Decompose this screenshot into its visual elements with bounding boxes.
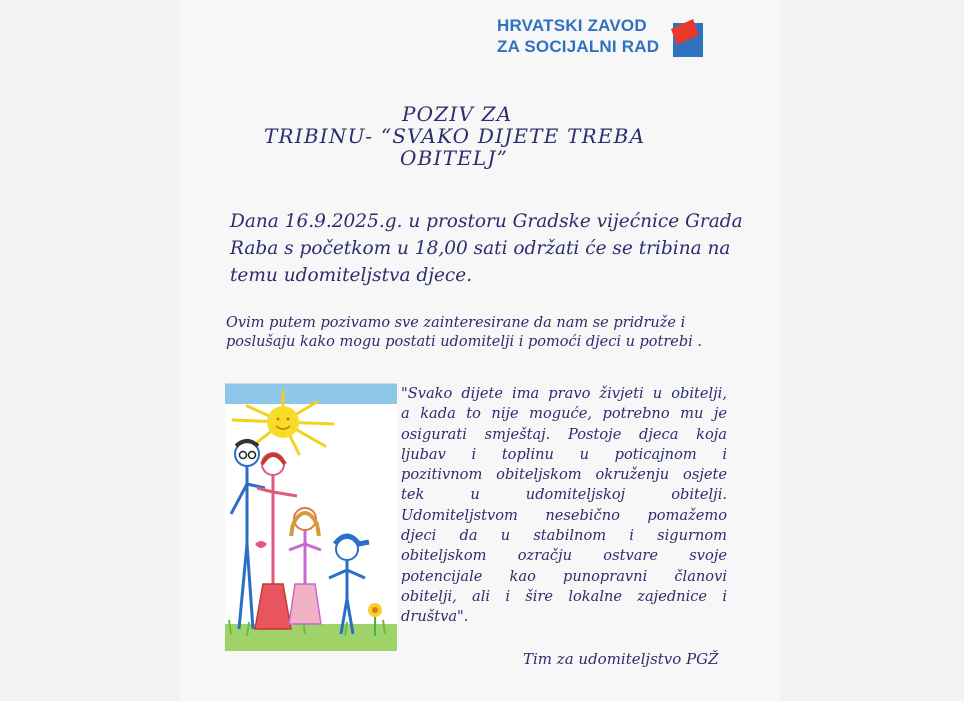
invite-line-2: poslušaju kako mogu postati udomitelji i pomoći djeci u potrebi . bbox=[226, 334, 703, 350]
intro-line-1: Dana 16.9.2025.g. u prostoru Gradske vijećnice Grada bbox=[230, 211, 743, 232]
invitation-text bbox=[226, 314, 756, 352]
quote-line: osigurati smještaj. Postoje djeca koja bbox=[401, 425, 727, 443]
logo-line-2: ZA SOCIJALNI RAD bbox=[497, 37, 660, 56]
quote-line: a kada to nije moguće, potrebno mu je bbox=[401, 405, 727, 423]
quote-line: ljubav i toplinu u poticajnom i bbox=[401, 445, 727, 463]
title-line-1: POZIV ZA bbox=[402, 102, 513, 126]
page-title bbox=[250, 103, 680, 169]
title-line-3: OBITELJ” bbox=[400, 146, 509, 170]
quote-line: djeci da u stabilnom i sigurnom bbox=[401, 527, 727, 545]
title-line-2: TRIBINU- “SVAKO DIJETE TREBA bbox=[264, 124, 646, 148]
quote-line: Udomiteljstvom nesebično pomažemo bbox=[401, 506, 727, 524]
invite-line-1: Ovim putem pozivamo sve zainteresirane da nam se pridruže i bbox=[226, 315, 686, 331]
intro-line-2: Raba s početkom u 18,00 sati održati će se tribina na bbox=[230, 238, 731, 259]
quote-line: obitelji, ali i šire lokalne zajednice i bbox=[401, 587, 727, 605]
logo-text bbox=[497, 15, 659, 57]
intro-line-3: temu udomiteljstva djece. bbox=[230, 265, 473, 286]
quote-line: potencijale kao punopravni članovi bbox=[401, 567, 727, 585]
quote-line: "Svako dijete ima pravo živjeti u obitelji, bbox=[401, 385, 727, 402]
foster-care-quote bbox=[401, 384, 727, 628]
event-announcement bbox=[230, 208, 760, 289]
logo-line-1: HRVATSKI ZAVOD bbox=[497, 16, 647, 35]
logo-mark-icon bbox=[669, 17, 707, 59]
signature: Tim za udomiteljstvo PGŽ bbox=[523, 650, 719, 668]
family-drawing-image bbox=[225, 383, 397, 651]
quote-line: tek u udomiteljskoj obitelji. bbox=[401, 486, 727, 504]
quote-line: obiteljskom ozračju ostvare svoje bbox=[401, 547, 727, 565]
family-drawing-icon bbox=[225, 384, 397, 651]
quote-line: pozitivnom obiteljskom okruženju osjete bbox=[401, 466, 727, 484]
quote-line: društva". bbox=[401, 608, 469, 626]
hzsr-logo bbox=[497, 15, 712, 65]
